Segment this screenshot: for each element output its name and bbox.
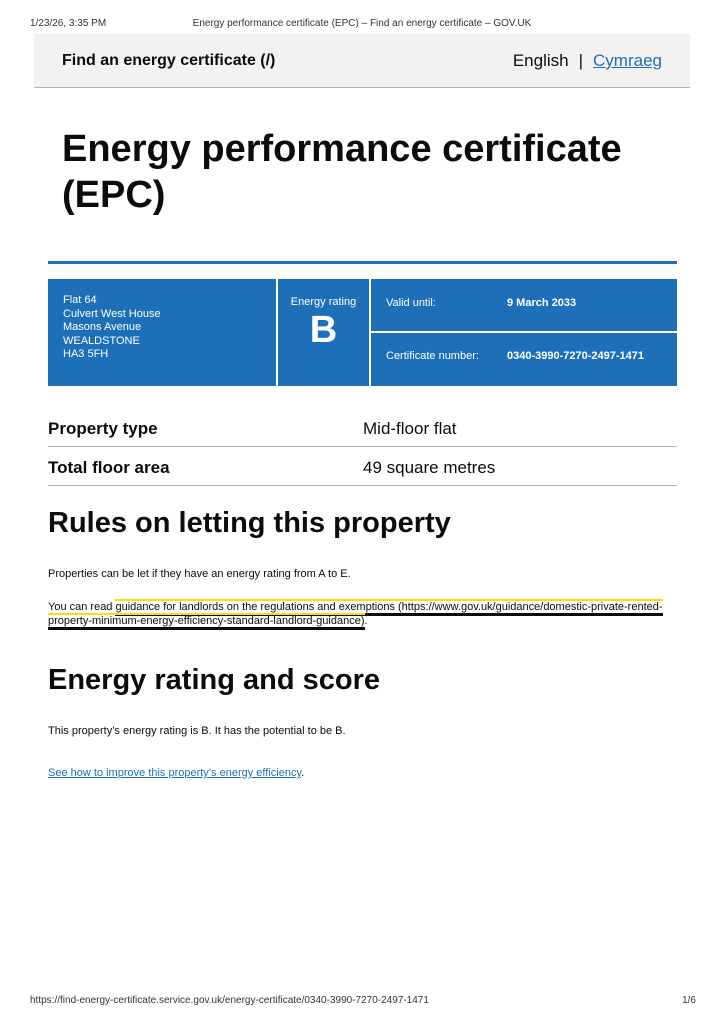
guidance-suffix: . [364,615,368,627]
energy-rating-paragraph: This property’s energy rating is B. It has the potential to be B. [48,725,346,737]
address-line: Culvert West House [63,307,161,320]
summary-value: Mid-floor flat [363,419,457,438]
print-header [0,14,724,30]
service-name-link[interactable]: Find an energy certificate (/) [62,52,276,69]
rules-paragraph: Properties can be let if they have an energy rating from A to E. [48,568,351,580]
guidance-prefix: You can read [48,601,116,613]
print-page-title: Energy performance certificate (EPC) – Find an energy certificate – GOV.UK [192,18,532,29]
print-url: https://find-energy-certificate.service.gov.uk/energy-certificate/0340-3990-7270-2497-1471 [30,995,429,1006]
address-line: WEALDSTONE [63,334,140,347]
energy-rating-grade: B [309,309,338,351]
improve-efficiency-link[interactable]: See how to improve this property’s energy efficiency [48,767,302,779]
language-separator: | [578,51,584,70]
summary-value: 49 square metres [363,458,496,477]
improve-paragraph [48,766,677,780]
page-title: Energy performance certificate (EPC) [62,128,622,216]
valid-until-value: 9 March 2033 [507,297,577,309]
certificate-number-value: 0340-3990-7270-2497-1471 [507,350,645,362]
print-page-number: 1/6 [682,995,696,1006]
address-line: HA3 5FH [63,348,109,360]
language-english: English [512,51,569,70]
print-datetime: 1/23/26, 3:35 PM [30,18,107,29]
certificate-number-row [371,333,677,386]
property-address [48,279,278,386]
language-cymraeg-link[interactable]: Cymraeg [593,51,662,70]
energy-rating-heading: Energy rating and score [48,664,380,696]
print-footer [0,995,724,1009]
certificate-meta [371,279,677,386]
rules-heading: Rules on letting this property [48,507,451,539]
valid-until-label: Valid until: [386,297,436,309]
property-summary-list [48,408,677,486]
address-line: Masons Avenue [63,321,142,333]
summary-row [48,408,677,447]
site-header [34,34,690,88]
energy-rating-label: Energy rating [290,296,357,308]
summary-row [48,447,677,486]
divider [48,261,677,264]
landlord-guidance-link[interactable]: guidance for landlords on the regulations and exemptions (https://www.gov.uk/guidance/domestic-private-rented-property-minimum-energy-efficiency-standard-landlord-guidance) [48,601,663,627]
address-line: Flat 64 [63,294,97,306]
guidance-paragraph [48,600,677,628]
certificate-number-label: Certificate number: [386,350,479,362]
certificate-summary-box [48,279,677,386]
summary-key: Property type [48,419,158,438]
valid-until-row [371,279,677,333]
language-switcher [513,51,662,71]
summary-key: Total floor area [48,458,170,477]
energy-rating-panel [278,279,371,386]
improve-suffix: . [301,767,305,779]
